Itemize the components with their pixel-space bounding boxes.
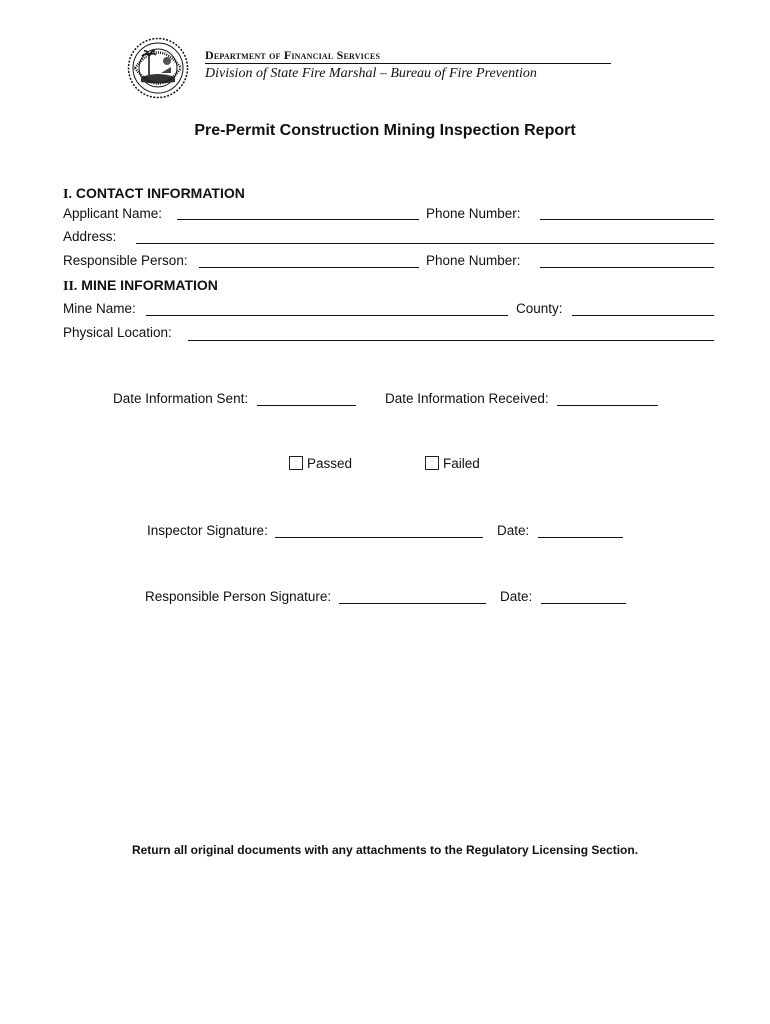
date-sent-field[interactable] (257, 405, 356, 406)
responsible-signature-field[interactable] (339, 603, 486, 604)
inspector-date-label: Date: (497, 523, 530, 538)
physical-location-label: Physical Location: (63, 325, 172, 340)
county-label: County: (516, 301, 563, 316)
address-label: Address: (63, 229, 117, 244)
responsible-date-field[interactable] (541, 603, 626, 604)
responsible-signature-label: Responsible Person Signature: (145, 589, 332, 604)
responsible-person-field[interactable] (199, 267, 419, 268)
section-contact-number: I. (63, 187, 72, 202)
passed-checkbox[interactable] (289, 456, 303, 470)
inspector-signature-label: Inspector Signature: (147, 523, 268, 538)
section-mine-number: II. (63, 279, 78, 294)
responsible-phone-label: Phone Number: (426, 253, 521, 268)
failed-checkbox[interactable] (425, 456, 439, 470)
applicant-phone-field[interactable] (540, 219, 714, 220)
department-name: Department of Financial Services (205, 48, 381, 62)
mine-name-label: Mine Name: (63, 301, 136, 316)
address-field[interactable] (136, 243, 714, 244)
footer-note: Return all original documents with any attachments to the Regulatory Licensing Section. (131, 843, 639, 857)
section-mine-heading (63, 277, 218, 295)
date-sent-label: Date Information Sent: (113, 391, 249, 406)
failed-label: Failed (443, 456, 480, 471)
header-rule (205, 63, 611, 64)
responsible-person-label: Responsible Person: (63, 253, 188, 268)
applicant-name-field[interactable] (177, 219, 419, 220)
division-name: Division of State Fire Marshal – Bureau of Fire Prevention (205, 66, 537, 81)
inspector-date-field[interactable] (538, 537, 623, 538)
physical-location-field[interactable] (188, 340, 714, 341)
mine-name-field[interactable] (146, 315, 508, 316)
section-contact-heading (63, 185, 245, 203)
florida-seal-icon (127, 37, 189, 99)
page-title: Pre-Permit Construction Mining Inspection Report (194, 122, 576, 139)
date-received-label: Date Information Received: (385, 391, 549, 406)
section-mine-title: MINE INFORMATION (81, 277, 218, 293)
responsible-phone-field[interactable] (540, 267, 714, 268)
date-received-field[interactable] (557, 405, 658, 406)
section-contact-title: CONTACT INFORMATION (75, 185, 245, 201)
passed-label: Passed (307, 456, 353, 471)
inspector-signature-field[interactable] (275, 537, 483, 538)
applicant-name-label: Applicant Name: (63, 206, 163, 221)
responsible-date-label: Date: (500, 589, 533, 604)
county-field[interactable] (572, 315, 714, 316)
applicant-phone-label: Phone Number: (426, 206, 521, 221)
